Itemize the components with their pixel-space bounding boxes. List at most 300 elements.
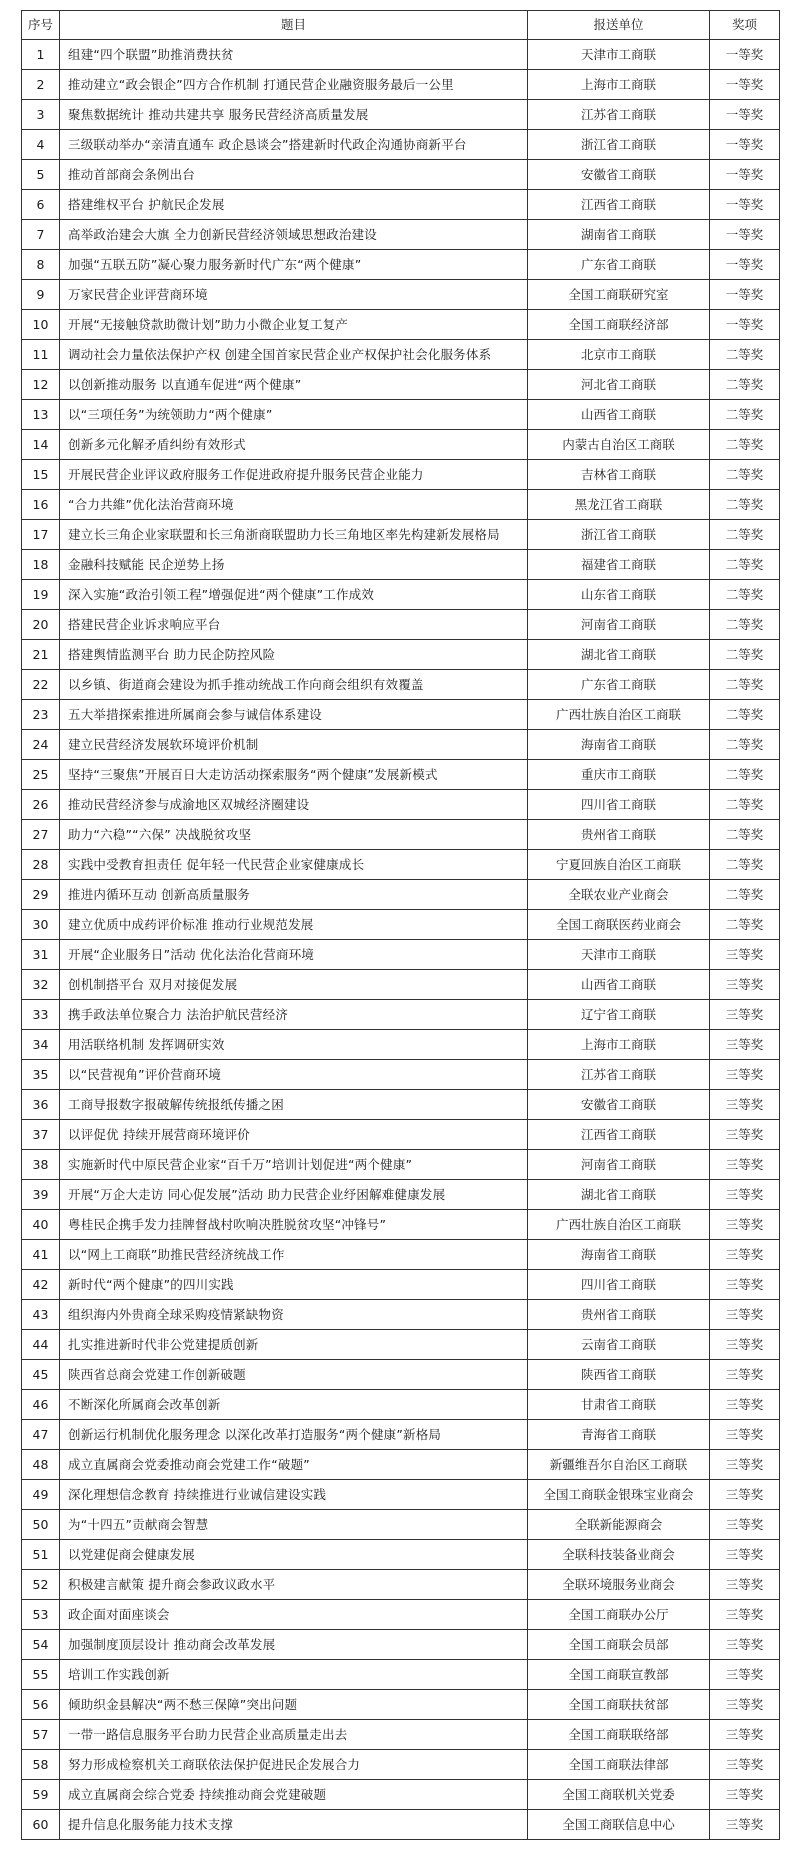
cell-title: 扎实推进新时代非公党建提质创新 [60, 1330, 528, 1360]
header-no: 序号 [22, 11, 60, 40]
table-row [22, 970, 780, 1000]
cell-award: 一等奖 [710, 130, 780, 160]
cell-no: 15 [22, 460, 60, 490]
cell-no: 9 [22, 280, 60, 310]
cell-unit: 北京市工商联 [528, 340, 710, 370]
cell-title: 助力“六稳”“六保” 决战脱贫攻坚 [60, 820, 528, 850]
cell-unit: 广西壮族自治区工商联 [528, 1210, 710, 1240]
cell-award: 二等奖 [710, 550, 780, 580]
cell-award: 三等奖 [710, 1030, 780, 1060]
cell-no: 28 [22, 850, 60, 880]
table-row [22, 1600, 780, 1630]
cell-no: 5 [22, 160, 60, 190]
cell-title: 三级联动举办“亲清直通车 政企恳谈会”搭建新时代政企沟通协商新平台 [60, 130, 528, 160]
cell-award: 三等奖 [710, 1000, 780, 1030]
cell-title: 搭建民营企业诉求响应平台 [60, 610, 528, 640]
cell-award: 一等奖 [710, 310, 780, 340]
cell-no: 50 [22, 1510, 60, 1540]
cell-award: 二等奖 [710, 340, 780, 370]
cell-unit: 安徽省工商联 [528, 160, 710, 190]
cell-award: 三等奖 [710, 1540, 780, 1570]
cell-title: 实施新时代中原民营企业家“百千万”培训计划促进“两个健康” [60, 1150, 528, 1180]
cell-title: 组织海内外贵商全球采购疫情紧缺物资 [60, 1300, 528, 1330]
cell-title: 推动首部商会条例出台 [60, 160, 528, 190]
cell-award: 二等奖 [710, 430, 780, 460]
cell-title: 成立直属商会党委推动商会党建工作“破题” [60, 1450, 528, 1480]
cell-unit: 江西省工商联 [528, 190, 710, 220]
cell-no: 38 [22, 1150, 60, 1180]
table-row [22, 1180, 780, 1210]
cell-award: 三等奖 [710, 1660, 780, 1690]
cell-no: 21 [22, 640, 60, 670]
table-row [22, 1030, 780, 1060]
cell-title: 以评促优 持续开展营商环境评价 [60, 1120, 528, 1150]
cell-award: 二等奖 [710, 820, 780, 850]
cell-title: 推进内循环互动 创新高质量服务 [60, 880, 528, 910]
cell-no: 44 [22, 1330, 60, 1360]
table-row [22, 670, 780, 700]
cell-award: 二等奖 [710, 670, 780, 700]
table-row [22, 160, 780, 190]
cell-title: 深化理想信念教育 持续推进行业诚信建设实践 [60, 1480, 528, 1510]
table-row [22, 1390, 780, 1420]
cell-unit: 青海省工商联 [528, 1420, 710, 1450]
cell-no: 60 [22, 1810, 60, 1840]
cell-unit: 全国工商联扶贫部 [528, 1690, 710, 1720]
table-row [22, 790, 780, 820]
table-row [22, 1330, 780, 1360]
cell-no: 4 [22, 130, 60, 160]
cell-title: “合力共維”优化法治营商环境 [60, 490, 528, 520]
cell-unit: 浙江省工商联 [528, 130, 710, 160]
cell-award: 三等奖 [710, 1090, 780, 1120]
table-row [22, 190, 780, 220]
cell-title: 搭建舆情监测平台 助力民企防控风险 [60, 640, 528, 670]
cell-unit: 陕西省工商联 [528, 1360, 710, 1390]
cell-title: 以党建促商会健康发展 [60, 1540, 528, 1570]
cell-unit: 全联新能源商会 [528, 1510, 710, 1540]
cell-award: 三等奖 [710, 1450, 780, 1480]
cell-no: 24 [22, 730, 60, 760]
cell-award: 二等奖 [710, 850, 780, 880]
cell-title: 提升信息化服务能力技术支撑 [60, 1810, 528, 1840]
cell-award: 三等奖 [710, 1150, 780, 1180]
cell-award: 三等奖 [710, 1480, 780, 1510]
cell-title: 以创新推动服务 以直通车促进“两个健康” [60, 370, 528, 400]
table-row [22, 1210, 780, 1240]
cell-no: 46 [22, 1390, 60, 1420]
table-row [22, 850, 780, 880]
cell-no: 33 [22, 1000, 60, 1030]
cell-unit: 上海市工商联 [528, 1030, 710, 1060]
cell-unit: 天津市工商联 [528, 940, 710, 970]
cell-award: 三等奖 [710, 1240, 780, 1270]
cell-title: 陕西省总商会党建工作创新破题 [60, 1360, 528, 1390]
cell-no: 35 [22, 1060, 60, 1090]
cell-unit: 云南省工商联 [528, 1330, 710, 1360]
cell-unit: 全国工商联办公厅 [528, 1600, 710, 1630]
cell-no: 11 [22, 340, 60, 370]
cell-no: 10 [22, 310, 60, 340]
cell-award: 三等奖 [710, 1510, 780, 1540]
cell-award: 二等奖 [710, 520, 780, 550]
cell-no: 53 [22, 1600, 60, 1630]
cell-award: 三等奖 [710, 1210, 780, 1240]
cell-unit: 海南省工商联 [528, 1240, 710, 1270]
cell-title: 成立直属商会综合党委 持续推动商会党建破题 [60, 1780, 528, 1810]
table-row [22, 1660, 780, 1690]
cell-title: 坚持“三聚焦”开展百日大走访活动探索服务“两个健康”发展新模式 [60, 760, 528, 790]
cell-award: 三等奖 [710, 1780, 780, 1810]
cell-award: 三等奖 [710, 1750, 780, 1780]
cell-title: 加强“五联五防”凝心聚力服务新时代广东“两个健康” [60, 250, 528, 280]
table-row [22, 820, 780, 850]
cell-title: 不断深化所属商会改革创新 [60, 1390, 528, 1420]
cell-no: 13 [22, 400, 60, 430]
table-row [22, 1540, 780, 1570]
cell-no: 32 [22, 970, 60, 1000]
table-row [22, 400, 780, 430]
header-title: 题目 [60, 11, 528, 40]
cell-award: 二等奖 [710, 490, 780, 520]
table-row [22, 1450, 780, 1480]
cell-title: 加强制度顶层设计 推动商会改革发展 [60, 1630, 528, 1660]
table-row [22, 310, 780, 340]
cell-unit: 浙江省工商联 [528, 520, 710, 550]
cell-unit: 新疆维吾尔自治区工商联 [528, 1450, 710, 1480]
table-row [22, 340, 780, 370]
cell-unit: 贵州省工商联 [528, 820, 710, 850]
cell-no: 34 [22, 1030, 60, 1060]
cell-title: 开展“万企大走访 同心促发展”活动 助力民营企业纾困解难健康发展 [60, 1180, 528, 1210]
cell-unit: 湖北省工商联 [528, 1180, 710, 1210]
cell-title: 建立民营经济发展软环境评价机制 [60, 730, 528, 760]
cell-award: 二等奖 [710, 400, 780, 430]
cell-award: 三等奖 [710, 1330, 780, 1360]
cell-award: 三等奖 [710, 1630, 780, 1660]
cell-unit: 天津市工商联 [528, 40, 710, 70]
table-row [22, 700, 780, 730]
cell-title: 创机制搭平台 双月对接促发展 [60, 970, 528, 1000]
table-row [22, 1630, 780, 1660]
cell-title: 建立长三角企业家联盟和长三角浙商联盟助力长三角地区率先构建新发展格局 [60, 520, 528, 550]
cell-award: 三等奖 [710, 1810, 780, 1840]
cell-award: 三等奖 [710, 970, 780, 1000]
table-row [22, 880, 780, 910]
table-row [22, 490, 780, 520]
cell-award: 一等奖 [710, 250, 780, 280]
cell-award: 一等奖 [710, 100, 780, 130]
cell-unit: 辽宁省工商联 [528, 1000, 710, 1030]
table-row [22, 1240, 780, 1270]
cell-no: 56 [22, 1690, 60, 1720]
cell-unit: 河南省工商联 [528, 610, 710, 640]
table-row [22, 250, 780, 280]
cell-no: 41 [22, 1240, 60, 1270]
table-row [22, 40, 780, 70]
table-row [22, 580, 780, 610]
cell-no: 43 [22, 1300, 60, 1330]
cell-award: 一等奖 [710, 220, 780, 250]
cell-award: 二等奖 [710, 910, 780, 940]
cell-no: 58 [22, 1750, 60, 1780]
cell-title: 建立优质中成药评价标准 推动行业规范发展 [60, 910, 528, 940]
cell-no: 52 [22, 1570, 60, 1600]
cell-award: 二等奖 [710, 790, 780, 820]
cell-no: 16 [22, 490, 60, 520]
table-row [22, 910, 780, 940]
table-row [22, 1090, 780, 1120]
cell-title: 实践中受教育担责任 促年轻一代民营企业家健康成长 [60, 850, 528, 880]
table-row [22, 760, 780, 790]
cell-title: 粤桂民企携手发力挂牌督战村吹响决胜脱贫攻坚“冲锋号” [60, 1210, 528, 1240]
cell-no: 55 [22, 1660, 60, 1690]
cell-title: 调动社会力量依法保护产权 创建全国首家民营企业产权保护社会化服务体系 [60, 340, 528, 370]
cell-no: 49 [22, 1480, 60, 1510]
cell-title: 携手政法单位聚合力 法治护航民营经济 [60, 1000, 528, 1030]
cell-award: 一等奖 [710, 70, 780, 100]
table-row [22, 1060, 780, 1090]
cell-title: 万家民营企业评营商环境 [60, 280, 528, 310]
table-row [22, 1780, 780, 1810]
cell-unit: 全国工商联医药业商会 [528, 910, 710, 940]
cell-award: 二等奖 [710, 880, 780, 910]
cell-no: 31 [22, 940, 60, 970]
cell-award: 三等奖 [710, 1180, 780, 1210]
cell-award: 二等奖 [710, 730, 780, 760]
cell-unit: 全国工商联信息中心 [528, 1810, 710, 1840]
cell-no: 40 [22, 1210, 60, 1240]
cell-no: 8 [22, 250, 60, 280]
cell-award: 二等奖 [710, 700, 780, 730]
table-row [22, 1810, 780, 1840]
table-row [22, 1420, 780, 1450]
cell-title: 深入实施“政治引领工程”增强促进“两个健康”工作成效 [60, 580, 528, 610]
cell-unit: 全国工商联研究室 [528, 280, 710, 310]
table-row [22, 730, 780, 760]
cell-unit: 宁夏回族自治区工商联 [528, 850, 710, 880]
cell-award: 二等奖 [710, 640, 780, 670]
cell-unit: 广西壮族自治区工商联 [528, 700, 710, 730]
cell-title: 新时代“两个健康”的四川实践 [60, 1270, 528, 1300]
cell-unit: 河北省工商联 [528, 370, 710, 400]
cell-unit: 甘肃省工商联 [528, 1390, 710, 1420]
cell-title: 以“网上工商联”助推民营经济统战工作 [60, 1240, 528, 1270]
cell-unit: 全联科技装备业商会 [528, 1540, 710, 1570]
cell-no: 42 [22, 1270, 60, 1300]
table-row [22, 1300, 780, 1330]
cell-unit: 安徽省工商联 [528, 1090, 710, 1120]
cell-unit: 山西省工商联 [528, 970, 710, 1000]
cell-award: 三等奖 [710, 1270, 780, 1300]
cell-title: 五大举措探索推进所属商会参与诚信体系建设 [60, 700, 528, 730]
cell-unit: 山东省工商联 [528, 580, 710, 610]
cell-no: 25 [22, 760, 60, 790]
table-row [22, 1510, 780, 1540]
table-row [22, 100, 780, 130]
header-row [22, 11, 780, 40]
awards-table [21, 10, 780, 1840]
cell-no: 23 [22, 700, 60, 730]
table-row [22, 220, 780, 250]
table-row [22, 1150, 780, 1180]
cell-no: 47 [22, 1420, 60, 1450]
table-row [22, 1360, 780, 1390]
cell-award: 一等奖 [710, 190, 780, 220]
cell-award: 三等奖 [710, 1390, 780, 1420]
cell-title: 金融科技赋能 民企逆势上扬 [60, 550, 528, 580]
cell-unit: 上海市工商联 [528, 70, 710, 100]
cell-title: 以“三项任务”为统领助力“两个健康” [60, 400, 528, 430]
table-row [22, 1750, 780, 1780]
cell-title: 努力形成检察机关工商联依法保护促进民企发展合力 [60, 1750, 528, 1780]
cell-title: 一带一路信息服务平台助力民营企业高质量走出去 [60, 1720, 528, 1750]
cell-unit: 内蒙古自治区工商联 [528, 430, 710, 460]
cell-award: 一等奖 [710, 160, 780, 190]
cell-title: 积极建言献策 提升商会参政议政水平 [60, 1570, 528, 1600]
cell-no: 6 [22, 190, 60, 220]
table-row [22, 1270, 780, 1300]
cell-no: 45 [22, 1360, 60, 1390]
cell-no: 2 [22, 70, 60, 100]
table-row [22, 1120, 780, 1150]
cell-unit: 全国工商联会员部 [528, 1630, 710, 1660]
cell-unit: 吉林省工商联 [528, 460, 710, 490]
header-award: 奖项 [710, 11, 780, 40]
cell-title: 政企面对面座谈会 [60, 1600, 528, 1630]
cell-award: 二等奖 [710, 580, 780, 610]
cell-unit: 江苏省工商联 [528, 1060, 710, 1090]
cell-no: 57 [22, 1720, 60, 1750]
cell-no: 7 [22, 220, 60, 250]
cell-unit: 福建省工商联 [528, 550, 710, 580]
cell-unit: 全国工商联机关党委 [528, 1780, 710, 1810]
cell-no: 51 [22, 1540, 60, 1570]
cell-unit: 江西省工商联 [528, 1120, 710, 1150]
cell-no: 36 [22, 1090, 60, 1120]
cell-title: 创新运行机制优化服务理念 以深化改革打造服务“两个健康”新格局 [60, 1420, 528, 1450]
cell-award: 三等奖 [710, 1360, 780, 1390]
cell-unit: 全国工商联法律部 [528, 1750, 710, 1780]
cell-unit: 广东省工商联 [528, 250, 710, 280]
cell-unit: 全国工商联金银珠宝业商会 [528, 1480, 710, 1510]
cell-award: 三等奖 [710, 1300, 780, 1330]
cell-award: 三等奖 [710, 1120, 780, 1150]
cell-award: 二等奖 [710, 370, 780, 400]
cell-unit: 河南省工商联 [528, 1150, 710, 1180]
table-row [22, 940, 780, 970]
cell-unit: 全联农业产业商会 [528, 880, 710, 910]
cell-unit: 贵州省工商联 [528, 1300, 710, 1330]
cell-title: 搭建维权平台 护航民企发展 [60, 190, 528, 220]
header-unit: 报送单位 [528, 11, 710, 40]
cell-unit: 全国工商联宣教部 [528, 1660, 710, 1690]
cell-no: 48 [22, 1450, 60, 1480]
cell-no: 27 [22, 820, 60, 850]
table-row [22, 280, 780, 310]
cell-unit: 海南省工商联 [528, 730, 710, 760]
cell-no: 22 [22, 670, 60, 700]
cell-title: 倾助织金县解决“两不愁三保障”突出问题 [60, 1690, 528, 1720]
cell-no: 30 [22, 910, 60, 940]
cell-no: 19 [22, 580, 60, 610]
cell-unit: 全联环境服务业商会 [528, 1570, 710, 1600]
cell-no: 29 [22, 880, 60, 910]
cell-unit: 湖北省工商联 [528, 640, 710, 670]
cell-title: 为“十四五”贡献商会智慧 [60, 1510, 528, 1540]
cell-no: 17 [22, 520, 60, 550]
table-row [22, 1690, 780, 1720]
cell-title: 组建“四个联盟”助推消费扶贫 [60, 40, 528, 70]
cell-award: 三等奖 [710, 940, 780, 970]
cell-award: 二等奖 [710, 610, 780, 640]
cell-award: 三等奖 [710, 1420, 780, 1450]
cell-unit: 黑龙江省工商联 [528, 490, 710, 520]
cell-unit: 重庆市工商联 [528, 760, 710, 790]
cell-no: 39 [22, 1180, 60, 1210]
cell-title: 创新多元化解矛盾纠纷有效形式 [60, 430, 528, 460]
table-row [22, 550, 780, 580]
cell-title: 推动民营经济参与成渝地区双城经济圈建设 [60, 790, 528, 820]
cell-unit: 四川省工商联 [528, 1270, 710, 1300]
table-row [22, 460, 780, 490]
table-row [22, 640, 780, 670]
table-row [22, 70, 780, 100]
table-row [22, 370, 780, 400]
cell-title: 工商导报数字报破解传统报纸传播之困 [60, 1090, 528, 1120]
cell-no: 14 [22, 430, 60, 460]
cell-award: 三等奖 [710, 1720, 780, 1750]
cell-title: 以“民营视角”评价营商环境 [60, 1060, 528, 1090]
cell-unit: 全国工商联经济部 [528, 310, 710, 340]
cell-title: 培训工作实践创新 [60, 1660, 528, 1690]
cell-no: 1 [22, 40, 60, 70]
table-row [22, 1570, 780, 1600]
cell-award: 一等奖 [710, 280, 780, 310]
cell-title: 以乡镇、街道商会建设为抓手推动统战工作向商会组织有效覆盖 [60, 670, 528, 700]
cell-award: 三等奖 [710, 1060, 780, 1090]
cell-title: 推动建立“政会银企”四方合作机制 打通民营企业融资服务最后一公里 [60, 70, 528, 100]
table-row [22, 1720, 780, 1750]
cell-no: 20 [22, 610, 60, 640]
cell-title: 高举政治建会大旗 全力创新民营经济领域思想政治建设 [60, 220, 528, 250]
cell-no: 59 [22, 1780, 60, 1810]
cell-no: 3 [22, 100, 60, 130]
cell-award: 三等奖 [710, 1690, 780, 1720]
cell-no: 18 [22, 550, 60, 580]
cell-award: 三等奖 [710, 1600, 780, 1630]
cell-no: 12 [22, 370, 60, 400]
table-row [22, 430, 780, 460]
cell-title: 用活联络机制 发挥调研实效 [60, 1030, 528, 1060]
cell-no: 37 [22, 1120, 60, 1150]
cell-no: 26 [22, 790, 60, 820]
table-row [22, 1480, 780, 1510]
cell-award: 三等奖 [710, 1570, 780, 1600]
table-row [22, 610, 780, 640]
table-row [22, 130, 780, 160]
cell-award: 二等奖 [710, 760, 780, 790]
cell-award: 一等奖 [710, 40, 780, 70]
cell-unit: 全国工商联联络部 [528, 1720, 710, 1750]
table-row [22, 1000, 780, 1030]
cell-title: 聚焦数据统计 推动共建共享 服务民营经济高质量发展 [60, 100, 528, 130]
cell-title: 开展“企业服务日”活动 优化法治化营商环境 [60, 940, 528, 970]
cell-no: 54 [22, 1630, 60, 1660]
cell-unit: 四川省工商联 [528, 790, 710, 820]
cell-unit: 江苏省工商联 [528, 100, 710, 130]
cell-unit: 山西省工商联 [528, 400, 710, 430]
